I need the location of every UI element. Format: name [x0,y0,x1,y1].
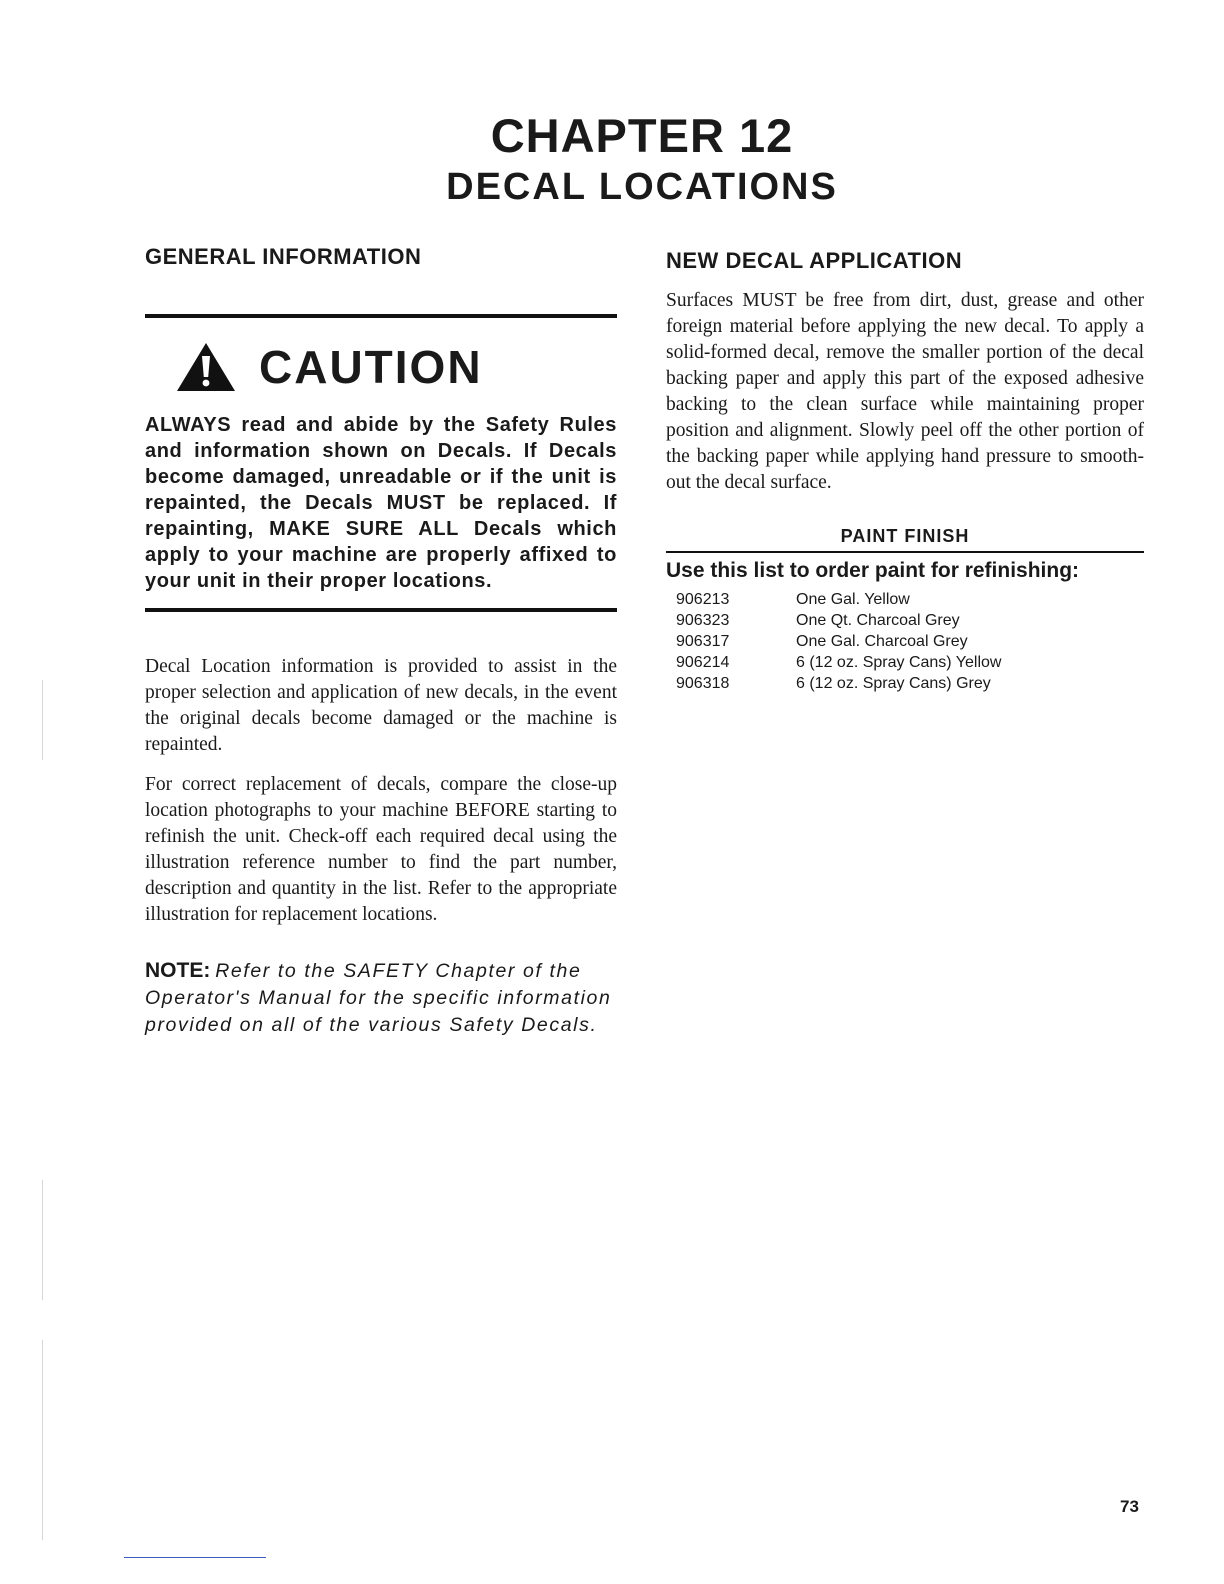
edge-mark-bottom [42,1340,43,1540]
chapter-subtitle: DECAL LOCATIONS [446,166,838,208]
note-label: NOTE: [145,959,211,982]
caution-label: CAUTION [259,341,483,393]
page-number: 73 [1120,1497,1139,1516]
table-row [676,654,1001,675]
table-row [676,633,1001,654]
paint-finish-title: PAINT FINISH [840,526,970,546]
chapter-title: CHAPTER 12 [490,109,794,162]
warning-triangle-icon [175,341,237,393]
part-description: 6 (12 oz. Spray Cans) Grey [796,675,991,692]
table-row [676,612,1001,633]
paint-finish-rule [666,551,1144,553]
part-number: 906213 [676,591,730,608]
caution-top-rule [145,314,617,318]
edge-mark-top [42,680,43,760]
new-decal-application-text: Surfaces MUST be free from dirt, dust, grease and other foreign material before applying the new decal. To apply a solid-formed decal, remove the smaller portion of the decal backing paper and apply this part of the exposed adhesive backing to the clean surface while maintaining proper position and alignment. Slowly peel off the other portion of the backing paper while applying hand pressure to smooth-out the decal surface. [666,290,1144,493]
part-description: One Gal. Yellow [796,591,910,608]
note-text: Refer to the SAFETY Chapter of the Operator's Manual for the specific information provided on all of the various Safety Decals. [145,960,612,1036]
table-row [676,591,1001,612]
note-paragraph [145,958,617,1039]
part-number: 906323 [676,612,730,629]
part-number: 906214 [676,654,730,671]
new-decal-application-heading: NEW DECAL APPLICATION [666,248,963,273]
edge-mark-mid [42,1180,43,1300]
caution-text: ALWAYS read and abide by the Safety Rules and information shown on Decals. If Decals become damaged, unreadable or if the unit is repainted, the Decals MUST be replaced. If repainting, MAKE SURE ALL Decals which apply to your machine are properly affixed to your unit in their proper locations. [145,414,617,592]
paint-table [676,591,1001,696]
caution-box [145,314,617,612]
caution-header [175,340,617,394]
part-number: 906318 [676,675,730,692]
part-description: One Qt. Charcoal Grey [796,612,960,629]
part-description: One Gal. Charcoal Grey [796,633,968,650]
paint-finish-subtitle: Use this list to order paint for refinishing: [666,559,1080,582]
new-decal-column [666,248,1144,696]
general-information-heading: GENERAL INFORMATION [145,244,422,269]
table-row [676,675,1001,696]
general-information-column [145,244,617,1059]
part-description: 6 (12 oz. Spray Cans) Yellow [796,654,1002,671]
decal-replacement-paragraph: For correct replacement of decals, compare the close-up location photographs to your machine BEFORE starting to refinish the unit. Check-off each required decal using the illustration reference number to find the part number, description and quantity in the list. Refer to the appropriate illustration for replacement locations. [145,774,617,925]
caution-bottom-rule [145,608,617,612]
footer-rule [124,1557,266,1558]
part-number: 906317 [676,633,730,650]
decal-info-paragraph: Decal Location information is provided to assist in the proper selection and application of new decals, in the event the original decals become damaged or the machine is repainted. [145,656,617,755]
